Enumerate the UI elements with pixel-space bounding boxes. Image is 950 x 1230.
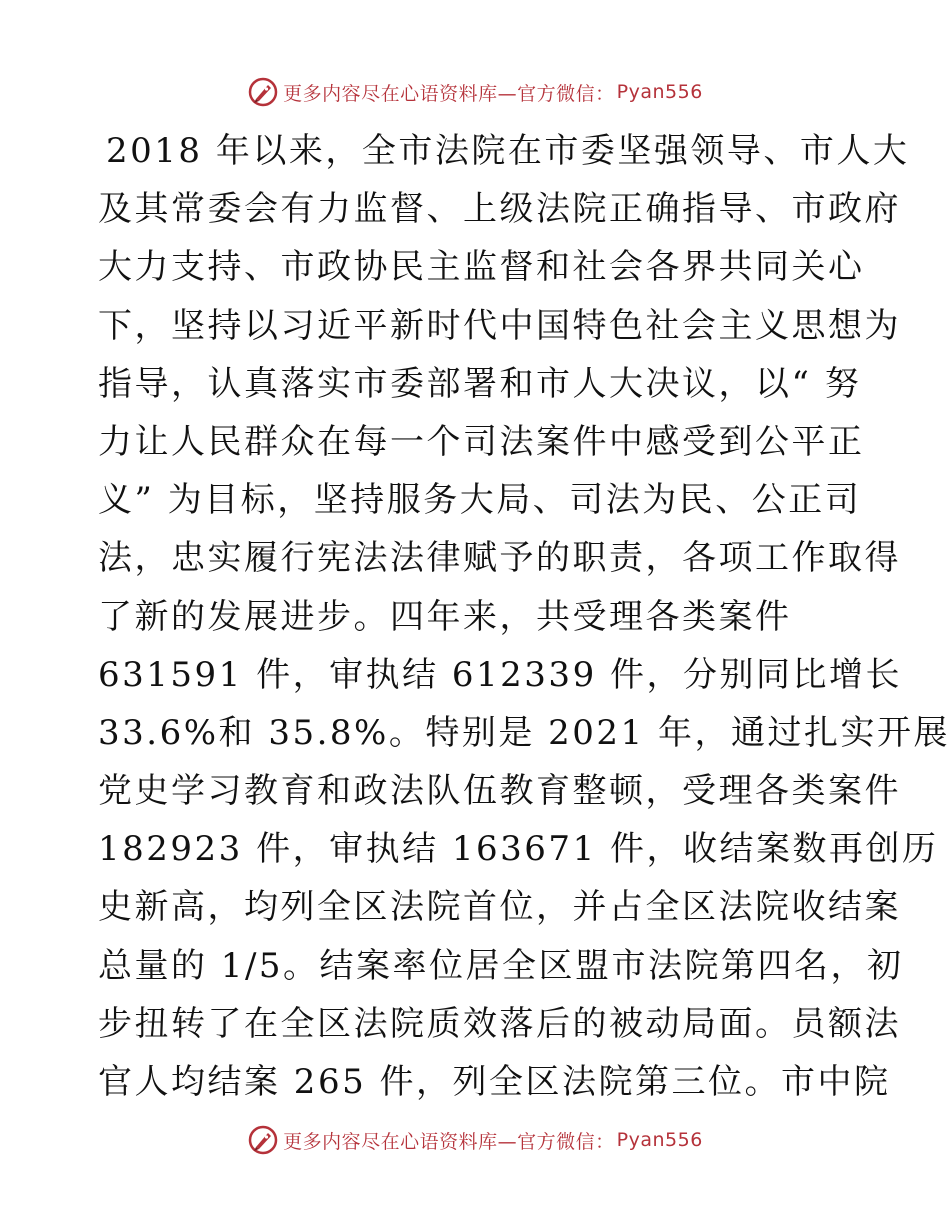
text-line: 2018 年以来，全市法院在市委坚强领导、市人大 [106,131,910,171]
pen-nib-logo-icon [247,1124,279,1156]
footer-watermark [0,1120,950,1160]
watermark-wechat-id: Pyan556 [616,81,703,103]
text-line: 党史学习教育和政法队伍教育整顿，受理各类案件 [98,771,901,812]
text-line: 182923 件，审执结 163671 件，收结案数再创历 [98,829,939,870]
watermark-text: 更多内容尽在心语资料库—官方微信： [283,82,615,105]
text-line: 总量的 1/5。结案率位居全区盟市法院第四名，初 [98,945,904,986]
text-line: 了新的发展进步。四年来，共受理各类案件 [98,596,792,637]
text-line: 指导，认真落实市委部署和市人大决议，以“ 努 [98,363,862,404]
text-line: 义” 为目标，坚持服务大局、司法为民、公正司 [98,480,862,521]
header-watermark [0,72,950,112]
text-line: 官人均结案 265 件，列全区法院第三位。市中院 [98,1062,891,1102]
watermark-wechat-id: Pyan556 [616,1129,703,1151]
text-line: 大力支持、市政协民主监督和社会各界共同关心 [98,247,865,288]
text-line: 法，忠实履行宪法法律赋予的职责，各项工作取得 [98,538,901,579]
text-line: 史新高，均列全区法院首位，并占全区法院收结案 [98,887,901,928]
text-line: 力让人民群众在每一个司法案件中感受到公平正 [98,421,865,462]
text-line: 步扭转了在全区法院质效落后的被动局面。员额法 [98,1003,901,1044]
text-line: 33.6%和 35.8%。特别是 2021 年，通过扎实开展 [98,712,950,753]
document-body [98,122,950,1111]
text-line: 下，坚持以习近平新时代中国特色社会主义思想为 [98,305,901,346]
text-line: 631591 件，审执结 612339 件，分别同比增长 [98,654,903,695]
watermark-text: 更多内容尽在心语资料库—官方微信： [283,1130,615,1153]
text-line: 及其常委会有力监督、上级法院正确指导、市政府 [98,189,901,230]
pen-nib-logo-icon [247,76,279,108]
